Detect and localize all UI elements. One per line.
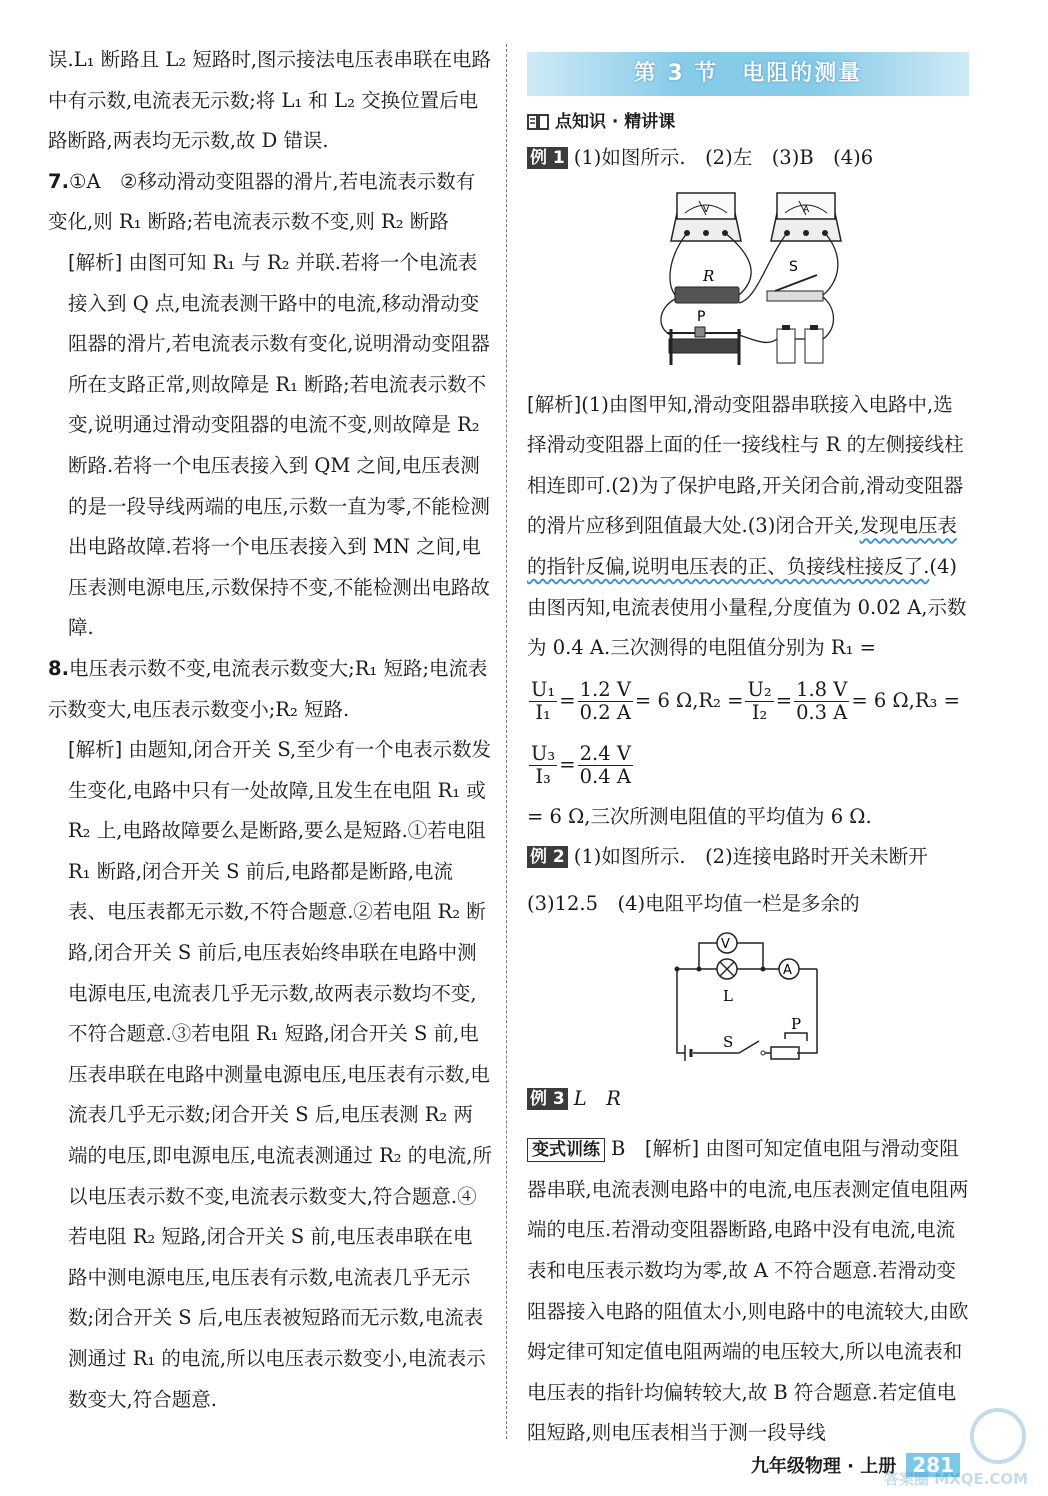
schematic-circuit-diagram [527,925,969,1079]
example-3-label: 例 3 [527,1088,568,1110]
q7-answer: ①A ②移动滑动变阻器的滑片,若电流表示数有变化,则 R₁ 断路;若电流表示数不变,则 R₂ 断路 [48,169,476,234]
ammeter-label: A [803,204,810,215]
example-1-analysis-highlight: 发现电压表的指针反偏,说明电压表的正、负接线柱接反了. [527,514,958,578]
lamp-label: L [723,986,733,1005]
physical-circuit-diagram [527,179,969,385]
lamp-symbol [717,959,737,1005]
voltmeter-symbol-label: V [721,936,730,952]
page-number: 281 [906,1453,960,1477]
voltmeter-symbol [717,933,737,953]
resistor-label: R [703,266,715,285]
circuit-figure-1 [527,179,969,385]
circuit-figure-2 [527,925,969,1079]
variant-training-label: 变式训练 [527,1138,605,1162]
section-title: 第 3 节 电阻的测量 [633,60,863,86]
i2: I₂ [751,700,768,724]
fraction-3 [578,743,633,788]
q7-analysis: 由图可知 R₁ 与 R₂ 并联.若将一个电流表接入到 Q 点,电流表测干路中的电流,移动滑动变阻器的滑片,若电流表示数有变化,说明滑动变阻器所在支路正常,则故障是 R₁ 断路;若电流表示数不变,说明通过滑动变阻器的电流不变,则故障是 R₂ 断路.若将一个电压表接入到 QM 之间,电压表测的是一段导线两端的电压,示数一直为零,不能检测出电路故障.若将一个电压表接入到 MN 之间,电压表测电源电压,示数保持不变,不能检测出电路故障. [68,250,490,640]
a3: 0.4 A [579,764,631,788]
q8-analysis-tag: [解析] [68,738,123,762]
switch-label: S [789,258,798,275]
example-2 [527,837,969,878]
v3: 2.4 V [579,741,631,765]
left-column [48,40,492,1420]
a1: 0.2 A [579,700,631,724]
battery-icon [777,325,823,363]
r2-text: = 6 Ω,R₂ = [634,688,744,712]
voltmeter-label: V [703,204,710,215]
equals-sign-2: = [775,688,793,712]
example-1-answer: (1)如图所示. (2)左 (3)B (4)6 [573,146,874,169]
example-1-analysis-tag: [解析] [527,392,582,416]
voltmeter-icon [671,193,741,241]
example-1-label: 例 1 [527,147,568,169]
watermark-text: 答案圈 MXQE.COM [884,1470,1029,1488]
ammeter-symbol-label: A [783,962,792,978]
rheostat-symbol-label: P [791,1014,802,1033]
q7-analysis-block [48,243,492,649]
fraction-2 [794,679,849,724]
r3-text: = 6 Ω,R₃ = [851,688,960,712]
section-banner [527,52,969,96]
book-icon [527,112,549,132]
fraction-u3-i3 [529,743,557,788]
switch-icon [767,259,823,301]
fraction-u1-i1 [529,679,557,724]
example-2-label: 例 2 [527,846,568,868]
a2: 0.3 A [796,700,848,724]
question-8 [48,649,492,730]
example-3-answer: L R [573,1086,621,1110]
fraction-1 [578,679,633,724]
knowledge-point-header [527,106,969,138]
q8-number: 8. [48,656,69,680]
example-3 [527,1079,969,1120]
q7-analysis-tag: [解析] [68,250,123,274]
book-title: 九年级物理 · 上册 [750,1456,897,1477]
left-intro-text: 误.L₁ 断路且 L₂ 短路时,图示接法电压表串联在电路中有示数,电流表无示数;将 L₁ 和 L₂ 交换位置后电路断路,两表均无示数,故 D 错误. [48,48,492,153]
q8-analysis: 由题知,闭合开关 S,至少有一个电表示数发生变化,电路中只有一处故障,且发生在电阻 R₁ 或 R₂ 上,电路故障要么是断路,要么是短路.①若电阻 R₁ 断路,闭合开关 S 前后,电路都是断路,电流表、电压表都无示数,不符合题意.②若电阻 R₂ 断路,闭合开关 S 前后,电压表始终串联在电路中测电源电压,电流表几乎无示数,故两表示数均不变,不符合题意.③若电阻 R₁ 短路,闭合开关 S 前,电压表串联在电路中测量电源电压,电压表有示数,电流表几乎无示数;闭合开关 S 后,电压表测 R₂ 两端的电压,即电源电压,电流表测通过 R₂ 的电流,所以电压表示数不变,电流表示数变大,符合题意.④若电阻 R₂ 短路,闭合开关 S 前,电压表串联在电路中测电源电压,电压表有示数,电流表几乎无示数;闭合开关 S 后,电压表被短路而无示数,电流表测通过 R₁ 的电流,所以电压表示数变小,电流表示数变大,符合题意. [68,738,492,1411]
example-1-analysis [527,385,969,669]
v2: 1.8 V [796,677,848,701]
variant-training-tag: [解析] [644,1137,700,1161]
i1: I₁ [535,700,551,724]
example-1-analysis-part1: (1)由图甲知,滑动变阻器串联接入电路中,选择滑动变阻器上面的任一接线柱与 R 的左侧接线柱相连即可.(2)为了保护电路,开关闭合前,滑动变阻器的滑片应移到阻值最大处.(3)闭合开关, [527,392,964,538]
u2: U₂ [747,677,772,701]
variant-training-analysis: 由图可知定值电阻与滑动变阻器串联,电流表测电路中的电流,电压表测定值电阻两端的电压.若滑动变阻器断路,电路中没有电流,电流表和电压表示数均为零,故 A 不符合题意.若滑动变阻器接入电路的阻值太小,则电路中的电流较大,由欧姆定律可知定值电阻两端的电压较大,所以电流表和电压表的指针均偏转较大,故 B 符合题意.若定值电阻短路,则电压表相当于测一段导线 [527,1137,969,1445]
ammeter-symbol [779,959,799,979]
example-1-analysis-part3: (4)由图丙知,电流表使用小量程,分度值为 0.02 A,示数为 0.4 A.三次测得的电阻值分别为 R₁ = [527,554,967,660]
example-2-answer-line2: (3)12.5 (4)电阻平均值一栏是多余的 [527,891,860,915]
watermark [880,1402,1030,1496]
rheostat-icon [667,309,741,365]
q8-analysis-block [48,730,492,1420]
equals-sign-3: = [559,752,576,776]
knowledge-point-title: 点知识 · 精讲课 [555,111,676,132]
ammeter-icon [771,193,841,241]
example-1 [527,138,969,179]
watermark-logo-icon [880,1402,1030,1492]
question-7 [48,162,492,243]
switch-symbol-label: S [723,1032,734,1051]
variant-training-answer: B [611,1137,626,1161]
u1: U₁ [531,677,556,701]
column-divider [506,44,507,1439]
q8-answer: 电压表示数不变,电流表示数变大;R₁ 短路;电流表示数变大,电压表示数变小;R₂ 短路. [48,656,488,721]
example-2-answer: (1)如图所示. (2)连接电路时开关未断开 [573,845,928,869]
right-column [527,40,969,1454]
i3: I₃ [535,764,551,788]
example-1-conclusion: = 6 Ω,三次所测电阻值的平均值为 6 Ω. [527,804,872,828]
resistance-equation [527,669,969,797]
q7-number: 7. [48,169,69,193]
equals-sign-1: = [559,688,576,712]
rheostat-label: P [697,308,706,325]
v1: 1.2 V [579,677,631,701]
u3: U₃ [531,741,556,765]
fraction-u2-i2 [745,679,773,724]
resistor-icon [675,267,739,303]
